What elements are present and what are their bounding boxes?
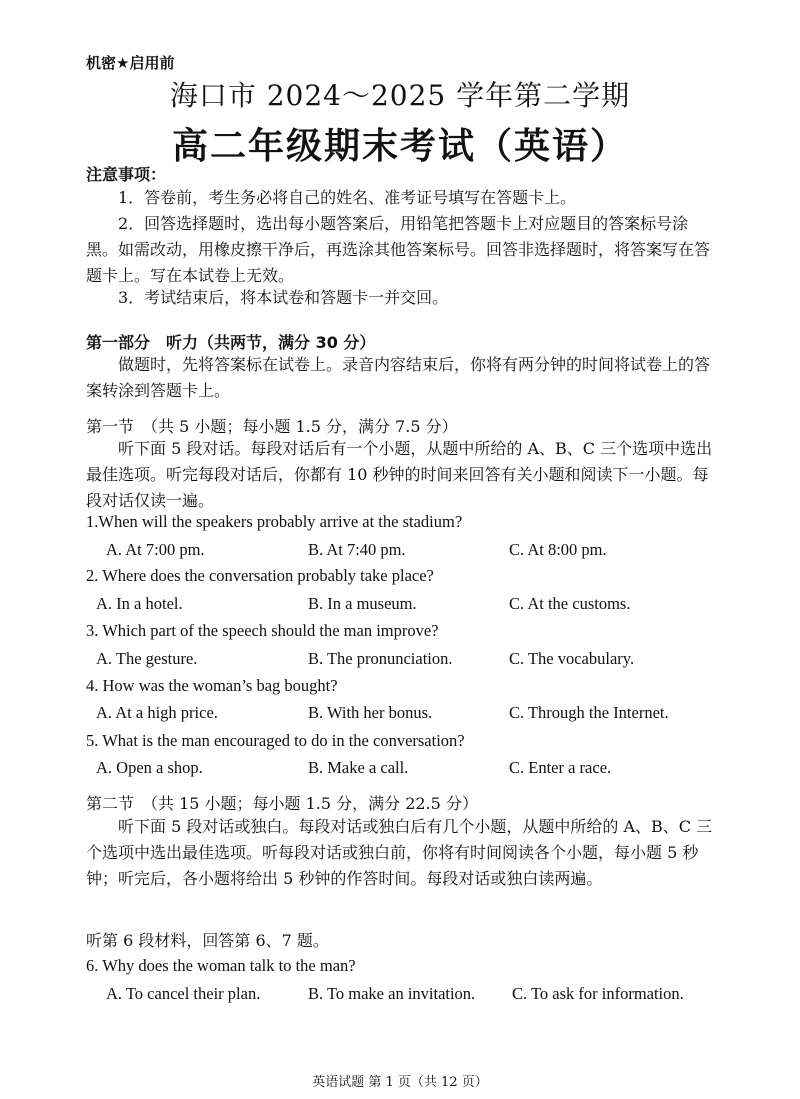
- material-6-instruction: 听第 6 段材料，回答第 6、7 题。: [86, 931, 329, 950]
- question-5-option-c: C. Enter a race.: [509, 758, 612, 777]
- notice-item-1: 1．答卷前，考生务必将自己的姓名、准考证号填写在答题卡上。: [118, 188, 577, 207]
- question-4-option-c: C. Through the Internet.: [509, 703, 669, 722]
- question-1-option-a: A. At 7:00 pm.: [106, 540, 205, 559]
- question-6-option-c: C. To ask for information.: [512, 984, 684, 1003]
- question-5-option-a: A. Open a shop.: [96, 758, 203, 777]
- notice-item-3: 3．考试结束后，将本试卷和答题卡一并交回。: [118, 288, 449, 307]
- question-4-stem: 4. How was the woman’s bag bought?: [86, 676, 338, 695]
- notice-item-2: 2．回答选择题时，选出每小题答案后，用铅笔把答题卡上对应题目的答案标号涂黑。如需改动，用橡皮擦干净后，再选涂其他答案标号。回答非选择题时，将答案写在答题卡上。写在本试卷上无效。: [86, 214, 711, 285]
- question-1-option-b: B. At 7:40 pm.: [308, 540, 406, 559]
- question-6-option-a: A. To cancel their plan.: [106, 984, 261, 1003]
- question-5-option-b: B. Make a call.: [308, 758, 409, 777]
- exam-title-line2: 高二年级期末考试（英语）: [171, 126, 628, 167]
- question-4-option-b: B. With her bonus.: [308, 703, 433, 722]
- question-5-stem: 5. What is the man encouraged to do in the conversation?: [86, 731, 465, 750]
- section1-heading: 第一节 （共 5 小题；每小题 1.5 分，满分 7.5 分）: [86, 417, 458, 436]
- question-2-stem: 2. Where does the conversation probably take place?: [86, 566, 434, 585]
- question-6-stem: 6. Why does the woman talk to the man?: [86, 956, 356, 975]
- confidential-label: 机密★启用前: [86, 54, 175, 72]
- notice-heading: 注意事项：: [86, 165, 167, 184]
- section1-intro: 听下面 5 段对话。每段对话后有一个小题，从题中所给的 A、B、C 三个选项中选出最佳选项。听完每段对话后，你都有 10 秒钟的时间来回答有关小题和阅读下一小题。每段对话仅读一遍。: [86, 439, 713, 510]
- section2-intro: 听下面 5 段对话或独白。每段对话或独白后有几个小题，从题中所给的 A、B、C 三个选项中选出最佳选项。听每段对话或独白前，你将有时间阅读各个小题，每小题 5 秒钟；听完后，各小题将给出 5 秒钟的作答时间。每段对话或独白读两遍。: [86, 817, 713, 888]
- exam-title-line1: 海口市 2024～2025 学年第二学期: [169, 79, 631, 112]
- question-4-option-a: A. At a high price.: [96, 703, 218, 722]
- question-2-option-c: C. At the customs.: [509, 594, 631, 613]
- question-3-stem: 3. Which part of the speech should the man improve?: [86, 621, 439, 640]
- question-1-option-c: C. At 8:00 pm.: [509, 540, 607, 559]
- section2-heading: 第二节 （共 15 小题；每小题 1.5 分，满分 22.5 分）: [86, 794, 478, 813]
- part1-heading: 第一部分 听力（共两节，满分 30 分）: [86, 333, 376, 352]
- page-footer: 英语试题 第 1 页（共 12 页）: [312, 1075, 488, 1090]
- question-2-option-b: B. In a museum.: [308, 594, 417, 613]
- question-3-option-c: C. The vocabulary.: [509, 649, 635, 668]
- question-3-option-a: A. The gesture.: [96, 649, 198, 668]
- part1-intro: 做题时，先将答案标在试卷上。录音内容结束后，你将有两分钟的时间将试卷上的答案转涂到答题卡上。: [86, 355, 711, 400]
- question-6-option-b: B. To make an invitation.: [308, 984, 476, 1003]
- question-2-option-a: A. In a hotel.: [96, 594, 183, 613]
- question-3-option-b: B. The pronunciation.: [308, 649, 453, 668]
- question-1-stem: 1.When will the speakers probably arrive at the stadium?: [86, 512, 463, 531]
